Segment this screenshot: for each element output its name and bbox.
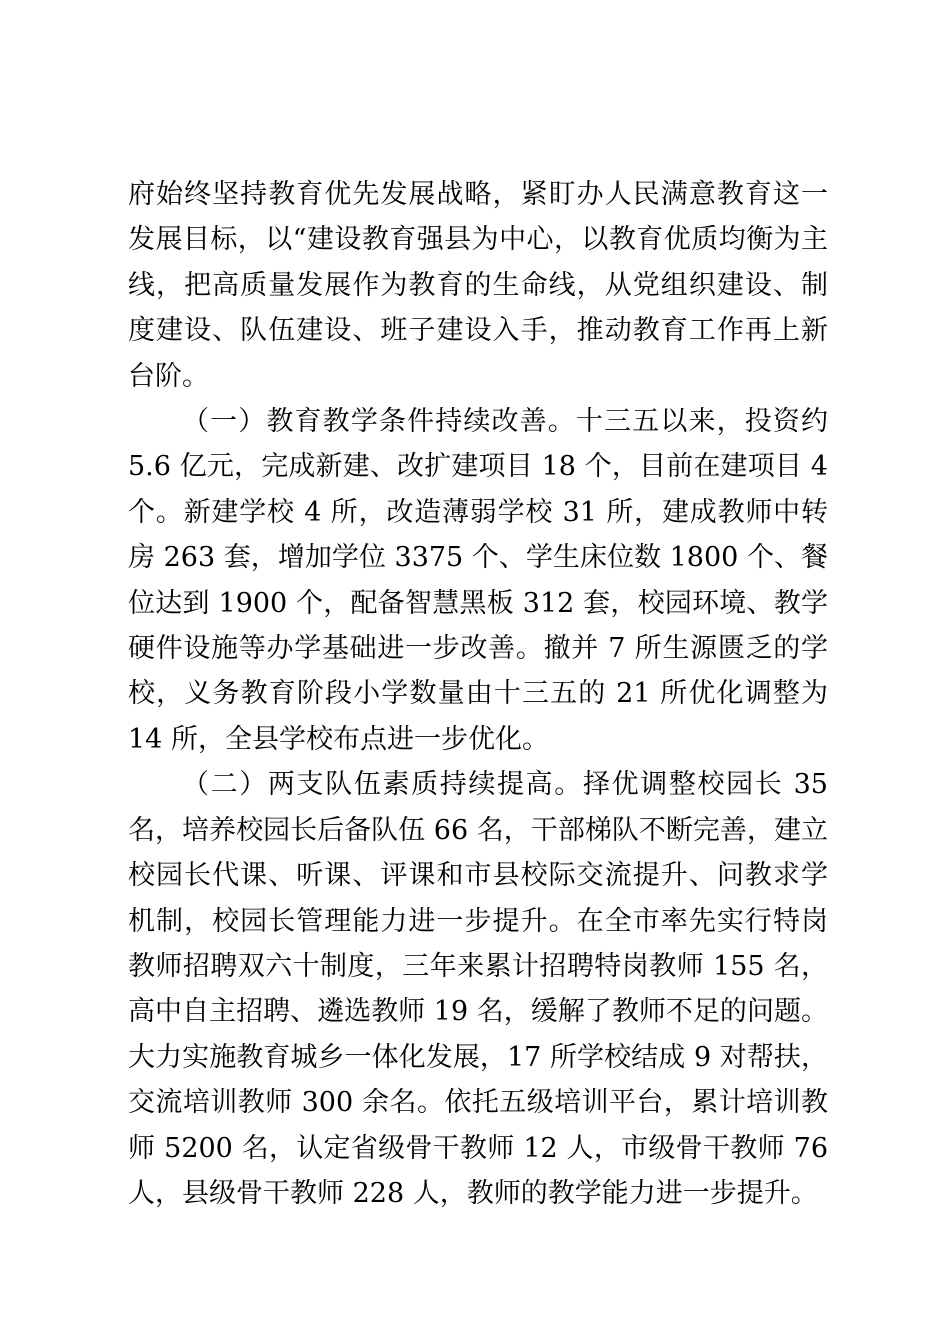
paragraph-section-one: （一）教育教学条件持续改善。十三五以来，投资约 5.6 亿元，完成新建、改扩建项目 18 个，目前在建项目 4 个。新建学校 4 所，改造薄弱学校 31 所，建成教师中转房 263 套，增加学位 3375 个、学生床位数 1800 个、餐位达到 1900 个，配备智慧黑板 312 套，校园环境、教学硬件设施等办学基础进一步改善。撤并 7 所生源匮乏的学校，义务教育阶段小学数量由十三五的 21 所优化调整为 14 所，全县学校布点进一步优化。 bbox=[128, 406, 828, 755]
body-text bbox=[128, 172, 828, 1216]
paragraph-continuation: 府始终坚持教育优先发展战略，紧盯办人民满意教育这一发展目标，以“建设教育强县为中心，以教育优质均衡为主线，把高质量发展作为教育的生命线，从党组织建设、制度建设、队伍建设、班子建设入手，推动教育工作再上新台阶。 bbox=[128, 179, 828, 392]
paragraph-section-two: （二）两支队伍素质持续提高。择优调整校园长 35 名，培养校园长后备队伍 66 名，干部梯队不断完善，建立校园长代课、听课、评课和市县校际交流提升、问教求学机制，校园长管理能力进一步提升。在全市率先实行特岗教师招聘双六十制度，三年来累计招聘特岗教师 155 名，高中自主招聘、遴选教师 19 名，缓解了教师不足的问题。大力实施教育城乡一体化发展，17 所学校结成 9 对帮扶，交流培训教师 300 余名。依托五级培训平台，累计培训教师 5200 名，认定省级骨干教师 12 人，市级骨干教师 76 人，县级骨干教师 228 人，教师的教学能力进一步提升。 bbox=[128, 769, 828, 1209]
